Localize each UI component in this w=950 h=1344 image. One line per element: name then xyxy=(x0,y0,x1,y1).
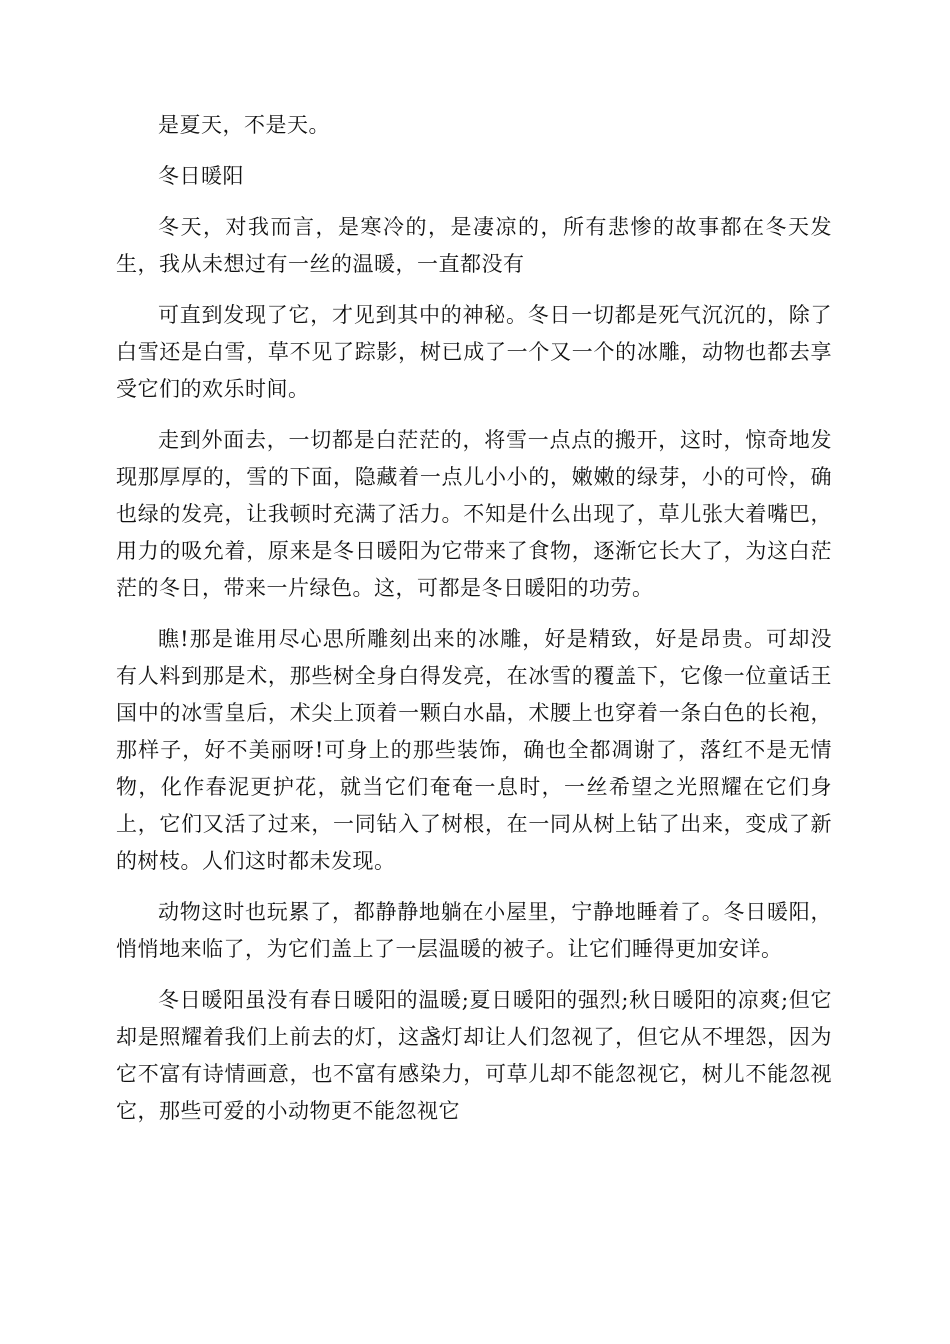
paragraph-5: 动物这时也玩累了，都静静地躺在小屋里，宁静地睡着了。冬日暖阳，悄悄地来临了，为它们盖上了一层温暖的被子。让它们睡得更加安详。 xyxy=(116,900,832,961)
paragraph-4: 瞧!那是谁用尽心思所雕刻出来的冰雕，好是精致，好是昂贵。可却没有人料到那是术，那些树全身白得发亮，在冰雪的覆盖下，它像一位童话王国中的冰雪皇后，术尖上顶着一颗白水晶，术腰上也穿着一条白色的长袍，那样子，好不美丽呀!可身上的那些装饰，确也全都凋谢了，落红不是无情物，化作春泥更护花，就当它们奄奄一息时，一丝希望之光照耀在它们身上，它们又活了过来，一同钻入了树根，在一同从树上钻了出来，变成了新的树枝。人们这时都未发现。 xyxy=(116,627,832,873)
paragraph-1: 冬天，对我而言，是寒冷的，是凄凉的，所有悲惨的故事都在冬天发生，我从未想过有一丝的温暖，一直都没有 xyxy=(116,215,832,276)
document-body xyxy=(116,107,832,1144)
paragraph-3: 走到外面去，一切都是白茫茫的，将雪一点点的搬开，这时，惊奇地发现那厚厚的，雪的下面，隐藏着一点儿小小的，嫩嫩的绿芽，小的可怜，确也绿的发亮，让我顿时充满了活力。不知是什么出现了，草儿张大着嘴巴，用力的吸允着，原来是冬日暖阳为它带来了食物，逐渐它长大了，为这白茫茫的冬日，带来一片绿色。这，可都是冬日暖阳的功劳。 xyxy=(116,428,832,600)
paragraph-2: 可直到发现了它，才见到其中的神秘。冬日一切都是死气沉沉的，除了白雪还是白雪，草不见了踪影，树已成了一个又一个的冰雕，动物也都去享受它们的欢乐时间。 xyxy=(116,303,832,401)
paragraph-6: 冬日暖阳虽没有春日暖阳的温暖;夏日暖阳的强烈;秋日暖阳的凉爽;但它却是照耀着我们上前去的灯，这盏灯却让人们忽视了，但它从不埋怨，因为它不富有诗情画意，也不富有感染力，可草儿却不能忽视它，树儿不能忽视它，那些可爱的小动物更不能忽视它 xyxy=(116,988,832,1123)
paragraph-intro-line: 是夏天，不是天。 xyxy=(158,113,330,137)
essay-title: 冬日暖阳 xyxy=(158,164,244,188)
